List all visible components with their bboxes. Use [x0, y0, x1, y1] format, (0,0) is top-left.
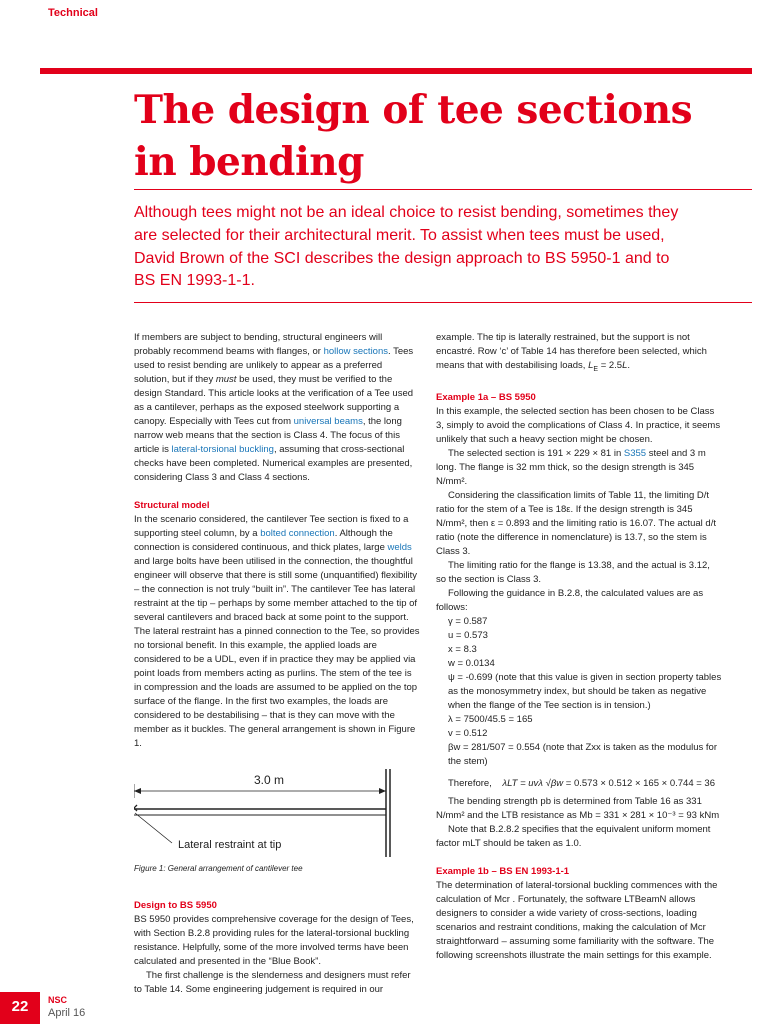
bs5950-paragraph: BS 5950 provides comprehensive coverage for the design of Tees, with Section B.2.8 providing rules for the lateral-torsional buckling resistance. Helpfully, some of the more involved terms have been calculated and presented in the “Blue Book”. [134, 914, 414, 967]
eq-u: u = 0.573 [448, 629, 488, 641]
top-rule [40, 68, 752, 74]
link-welds[interactable]: welds [387, 542, 412, 553]
arrowhead-left [134, 788, 141, 794]
link-s355[interactable]: S355 [623, 447, 647, 459]
title-line-2: in bending [134, 139, 364, 185]
structural-model-paragraph: In the scenario considered, the cantilever Tee section is fixed to a supporting steel column, by a bolted connection. Although the connection is considered continuous, and thick plates, large welds and large bolts have been utilised in the connection, the thoughtful engineer will observe that there is still some (unquantified) flexibility – the connection is not truly “built in”. The cantilever Tee has lateral restraint at the tip – perhaps by some member attached to the tip of several cantilevers and braced back at some point to the support. The lateral restraint has a pinned connection to the Tee, so provides no torsional benefit. In this example, the applied loads are considered to be a UDL, even if in practice they may be applied via point loads from members acting as purlins. The stem of the tee is in compression and the loads are assumed to be applied on the top surface of the flange. In the first two examples, the loads are considered to be destabilising – that is they can move with the member as it buckles. The general arrangement is shown in Figure 1. [134, 514, 420, 749]
section-tag: Technical [48, 7, 98, 19]
bending-strength-paragraph: The bending strength pb is determined from Table 16 as 331 N/mm² and the LTB resistance as Mb = 331 × 281 × 10⁻³ = 93 kNm [436, 795, 720, 821]
heading-example-1a: Example 1a – BS 5950 [436, 391, 536, 403]
eq-w: w = 0.0134 [448, 657, 495, 669]
eq-gamma: γ = 0.587 [448, 615, 488, 627]
eq-x: x = 8.3 [448, 643, 477, 655]
link-universal-beams[interactable]: universal beams [293, 416, 363, 427]
span-label: 3.0 m [254, 773, 285, 787]
page-number: 22 [0, 992, 40, 1024]
eq-lambda: λ = 7500/45.5 = 165 [448, 713, 533, 725]
title-line-1: The design of tee sections [134, 87, 693, 133]
selected-section-paragraph: The selected section is 191 × 229 × 81 in S355 steel and 3 m long. The flange is 32 mm thick, so the design strength is 345 N/mm². [436, 447, 706, 487]
right-column [436, 331, 722, 963]
leader-line [135, 813, 172, 843]
restraint-cross [134, 805, 137, 811]
left-column [134, 331, 420, 997]
link-bolted-connection[interactable]: bolted connection [260, 528, 335, 539]
classification-paragraph: Considering the classification limits of Table 11, the limiting D/t ratio for the stem of a Tee is 18ε. If the design strength is 345 N/mm², then ε = 0.893 and the limiting ratio is 16.07. The actual d/t ratio (note the difference in nomenclature) is 13.7, so the stem is Class 3. [436, 489, 716, 557]
encastre-paragraph: example. The tip is laterally restrained, but the support is not encastré. Row ‘c’ of Table 14 has therefore been selected, which means that with destabilising loads, $L_E = 2.5L$. [436, 332, 707, 373]
cantilever-diagram [134, 765, 420, 857]
flange-ratio-paragraph: The limiting ratio for the flange is 13.38, and the actual is 3.12, so the section is Class 3. [436, 559, 710, 585]
eq-v: v = 0.512 [448, 727, 488, 739]
heading-design-bs5950: Design to BS 5950 [134, 900, 217, 911]
standfirst: Although tees might not be an ideal choice to resist bending, sometimes they are selected for their architectural merit. To assist when tees must be used, David Brown of the SCI describes the design approach to BS 5950-1 and to BS EN 1993-1-1. [134, 204, 679, 290]
slenderness-paragraph: The first challenge is the slenderness and designers must refer to Table 14. Some engineering judgement is required in our [134, 970, 411, 995]
figure-1 [134, 765, 420, 857]
link-lateral-torsional-buckling[interactable]: lateral-torsional buckling [171, 444, 274, 455]
article-title [134, 84, 734, 188]
eq-lambda-lt: Therefore, λLT = uvλ √βw = 0.573 × 0.512 × 165 × 0.744 = 36 [448, 777, 715, 789]
heading-structural-model: Structural model [134, 500, 210, 511]
example-1a-paragraph: In this example, the selected section has been chosen to be Class 3, simply to avoid the complications of Class 4. In practice, it seems unlikely that such a heavy section might be chosen. [436, 405, 721, 445]
moment-factor-paragraph: Note that B.2.8.2 specifies that the equivalent uniform moment factor mLT should be taken as 1.0. [436, 823, 711, 849]
magazine-name: NSC [48, 995, 68, 1005]
figure-caption: Figure 1: General arrangement of cantilever tee [134, 864, 303, 873]
eq-beta: βw = 281/507 = 0.554 (note that Zxx is taken as the modulus for the stem) [448, 741, 717, 767]
guidance-paragraph: Following the guidance in B.2.8, the calculated values are as follows: [436, 587, 704, 613]
example-1b-paragraph: The determination of lateral-torsional buckling commences with the calculation of Mcr . Fortunately, the software LTBeamN allows designers to consider a wide variety of cross-sections, loading scenarios and restraint conditions, making the calculation of Mcr straightforward – assuming some familiarity with the software. The following screenshots illustrate the main settings for this example. [436, 879, 718, 961]
arrowhead-right [379, 788, 386, 794]
issue-date: April 16 [48, 1007, 86, 1019]
restraint-label: Lateral restraint at tip [178, 839, 282, 851]
eq-psi: ψ = -0.699 (note that this value is given in section property tables as the monosymmetry index, but should be taken as negative when the flange of the Tee section is in tension.) [448, 671, 722, 711]
title-rule [134, 189, 752, 190]
link-hollow-sections[interactable]: hollow sections [323, 346, 388, 357]
heading-example-1b: Example 1b – BS EN 1993-1-1 [436, 865, 570, 877]
intro-paragraph: If members are subject to bending, structural engineers will probably recommend beams with flanges, or hollow sections. Tees used to resist bending are unlikely to appear as a preferred solution, but if they must be used, they must be verified to the design Standard. This article looks at the verification of a Tee used as a cantilever, perhaps as the exposed steelwork supporting a canopy. Especially with Tees cut from universal beams, the long narrow web means that the section is Class 4. The focus of this article is lateral-torsional buckling, assuming that cross-sectional checks have been completed. Numerical examples are presented, considering Class 3 and Class 4 sections. [134, 332, 414, 483]
standfirst-rule [134, 302, 752, 303]
